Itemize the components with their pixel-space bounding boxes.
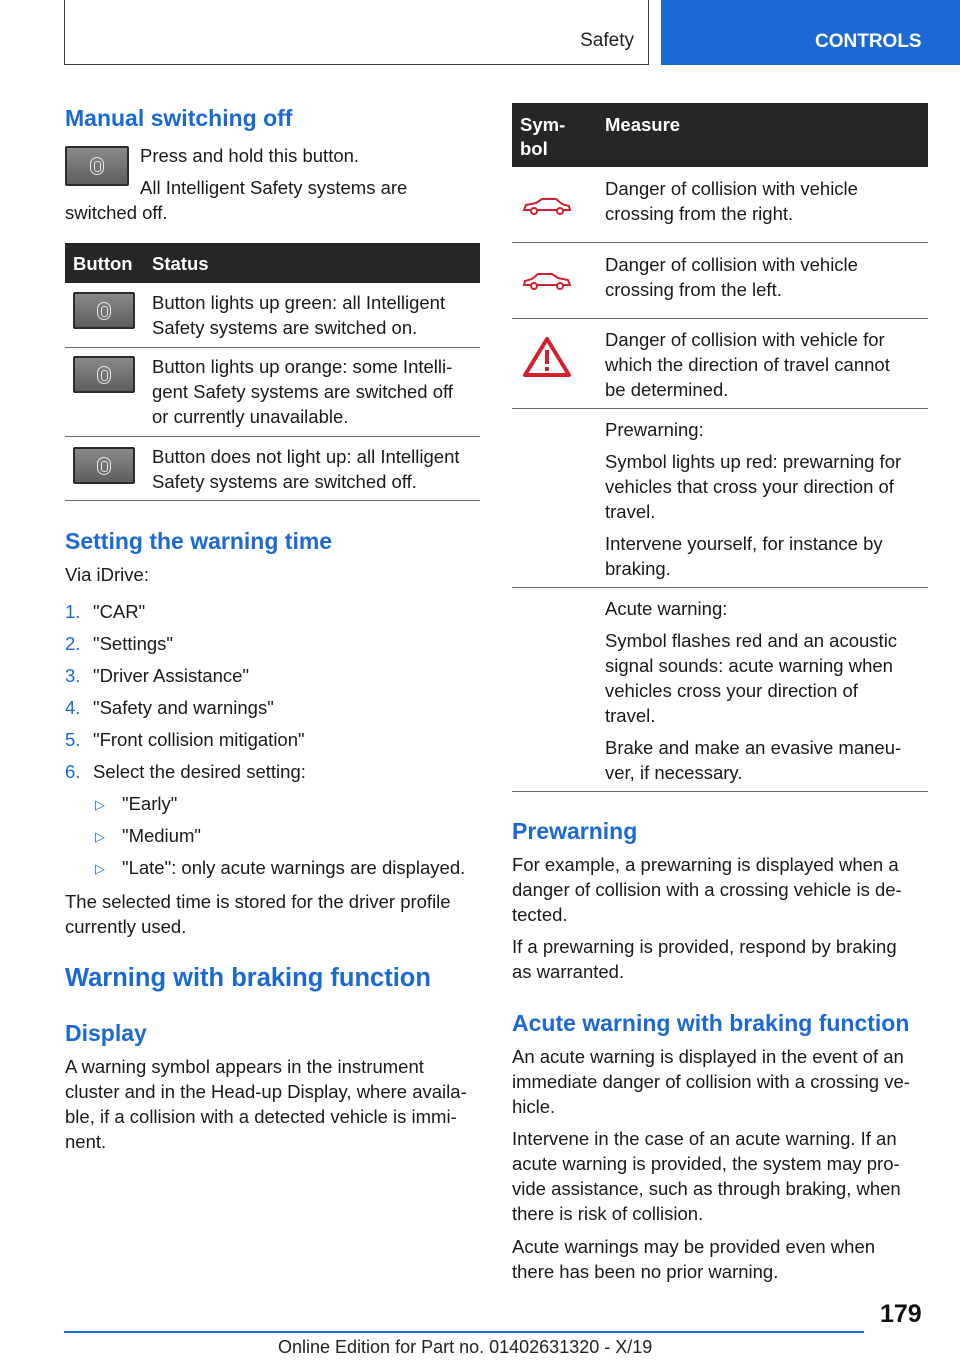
- display-line: ble, if a collision with a detected vehicle is immi-: [65, 1106, 457, 1127]
- symbol-row-1-line-2: crossing from the right.: [605, 203, 794, 224]
- symbol-table-header: [512, 103, 928, 167]
- display-line: nent.: [65, 1131, 107, 1152]
- controls-tab-label: CONTROLS: [815, 31, 922, 52]
- step-number: 5.: [65, 729, 81, 750]
- option-text: "Early": [122, 793, 178, 814]
- stored-line-2: currently used.: [65, 916, 187, 937]
- acute-row-line: signal sounds: acute warning when: [605, 655, 893, 676]
- acute-para-line: An acute warning is displayed in the event of an: [512, 1046, 904, 1067]
- symbol-row-3-line-1: Danger of collision with vehicle for: [605, 329, 885, 350]
- symbol-row-2-line-2: crossing from the left.: [605, 279, 782, 300]
- step-text: "Driver Assistance": [93, 665, 250, 686]
- status-row-2-line-3: or currently unavailable.: [152, 406, 349, 427]
- symbol-row-1-line-1: Danger of collision with vehicle: [605, 178, 858, 199]
- bullet-triangle-icon: ▷: [95, 861, 105, 876]
- table-divider: [512, 587, 928, 588]
- status-row-2-line-1: Button lights up orange: some Intelli-: [152, 356, 453, 377]
- section-title: Safety: [580, 30, 634, 51]
- table-divider: [65, 500, 480, 501]
- acute-row-line: ver, if necessary.: [605, 762, 743, 783]
- prewarning-row-line: Intervene yourself, for instance by: [605, 533, 883, 554]
- car-crossing-left-icon: [522, 271, 572, 291]
- step-number: 3.: [65, 665, 81, 686]
- acute-row-line: vehicles cross your direction of: [605, 680, 858, 701]
- prewarning-heading: Prewarning: [512, 818, 638, 844]
- manual-line-1: Press and hold this button.: [140, 145, 360, 166]
- prewarning-row-title: Prewarning:: [605, 419, 704, 440]
- step-number: 2.: [65, 633, 81, 654]
- manual-switching-off-heading: Manual switching off: [65, 105, 293, 131]
- option-text: "Medium": [122, 825, 201, 846]
- step-text: "Safety and warnings": [93, 697, 274, 718]
- prewarning-para-line: tected.: [512, 904, 568, 925]
- acute-para-line: there is risk of collision.: [512, 1203, 704, 1224]
- safety-button-icon: [65, 146, 129, 186]
- bullet-triangle-icon: ▷: [95, 797, 105, 812]
- acute-row-line: Symbol flashes red and an acoustic: [605, 630, 898, 651]
- safety-button-green-icon: [73, 292, 135, 329]
- col-status-header: Status: [152, 253, 209, 274]
- acute-para-line: hicle.: [512, 1096, 556, 1117]
- prewarning-row-line: Symbol lights up red: prewarning for: [605, 451, 902, 472]
- col-symbol-header-1: Sym-: [520, 114, 566, 135]
- step-number: 4.: [65, 697, 81, 718]
- status-row-1-line-1: Button lights up green: all Intelligent: [152, 292, 446, 313]
- display-line: A warning symbol appears in the instrument: [65, 1056, 424, 1077]
- col-button-header: Button: [73, 253, 133, 274]
- warning-triangle-icon: [522, 336, 572, 378]
- prewarning-row-line: vehicles that cross your direction of: [605, 476, 894, 497]
- symbol-row-2-line-1: Danger of collision with vehicle: [605, 254, 858, 275]
- step-number: 1.: [65, 601, 81, 622]
- acute-para-line: immediate danger of collision with a crossing ve-: [512, 1071, 910, 1092]
- acute-row-line: travel.: [605, 705, 656, 726]
- acute-row-line: Brake and make an evasive maneu-: [605, 737, 902, 758]
- acute-para-line: Intervene in the case of an acute warning. If an: [512, 1128, 897, 1149]
- table-divider: [512, 318, 928, 319]
- step-text: Select the desired setting:: [93, 761, 306, 782]
- status-row-2-line-2: gent Safety systems are switched off: [152, 381, 453, 402]
- prewarning-row-line: braking.: [605, 558, 671, 579]
- status-table-header: [65, 243, 480, 283]
- page-number: 179: [880, 1300, 922, 1328]
- prewarning-para-line: as warranted.: [512, 961, 625, 982]
- col-measure-header: Measure: [605, 114, 681, 135]
- acute-para-line: there has been no prior warning.: [512, 1261, 779, 1282]
- footer-divider: [64, 1331, 864, 1333]
- status-row-3-line-1: Button does not light up: all Intelligent: [152, 446, 460, 467]
- table-divider: [65, 347, 480, 348]
- status-row-3-line-2: Safety systems are switched off.: [152, 471, 417, 492]
- symbol-row-3-line-2: which the direction of travel cannot: [605, 354, 890, 375]
- car-crossing-right-icon: [522, 196, 572, 216]
- acute-para-line: Acute warnings may be provided even when: [512, 1236, 876, 1257]
- acute-warning-heading: Acute warning with braking function: [512, 1010, 910, 1036]
- prewarning-para-line: For example, a prewarning is displayed when a: [512, 854, 899, 875]
- table-divider: [512, 242, 928, 243]
- controls-tab[interactable]: [661, 0, 960, 65]
- table-divider: [512, 408, 928, 409]
- option-text: "Late": only acute warnings are displayed.: [122, 857, 466, 878]
- bullet-triangle-icon: ▷: [95, 829, 105, 844]
- table-divider: [512, 791, 928, 792]
- edition-footer: Online Edition for Part no. 01402631320 - X/19: [278, 1337, 653, 1357]
- acute-para-line: vide assistance, such as through braking, when: [512, 1178, 901, 1199]
- prewarning-para-line: danger of collision with a crossing vehicle is de-: [512, 879, 902, 900]
- acute-para-line: acute warning is provided, the system may pro-: [512, 1153, 900, 1174]
- step-text: "CAR": [93, 601, 146, 622]
- col-symbol-header-2: bol: [520, 138, 548, 159]
- stored-line-1: The selected time is stored for the driver profile: [65, 891, 451, 912]
- safety-button-orange-icon: [73, 356, 135, 393]
- manual-line-3: switched off.: [65, 202, 168, 223]
- braking-function-heading: Warning with braking function: [65, 964, 431, 992]
- safety-button-off-icon: [73, 447, 135, 484]
- warning-time-heading: Setting the warning time: [65, 528, 333, 554]
- display-line: cluster and in the Head-up Display, where availa-: [65, 1081, 467, 1102]
- table-divider: [65, 436, 480, 437]
- step-text: "Front collision mitigation": [93, 729, 305, 750]
- header-frame: [64, 0, 649, 65]
- prewarning-row-line: travel.: [605, 501, 656, 522]
- display-heading: Display: [65, 1020, 147, 1046]
- acute-row-title: Acute warning:: [605, 598, 728, 619]
- manual-line-2: All Intelligent Safety systems are: [140, 177, 408, 198]
- step-text: "Settings": [93, 633, 173, 654]
- status-row-1-line-2: Safety systems are switched on.: [152, 317, 418, 338]
- via-idrive-text: Via iDrive:: [65, 564, 149, 585]
- prewarning-para-line: If a prewarning is provided, respond by braking: [512, 936, 897, 957]
- symbol-row-3-line-3: be determined.: [605, 379, 729, 400]
- step-number: 6.: [65, 761, 81, 782]
